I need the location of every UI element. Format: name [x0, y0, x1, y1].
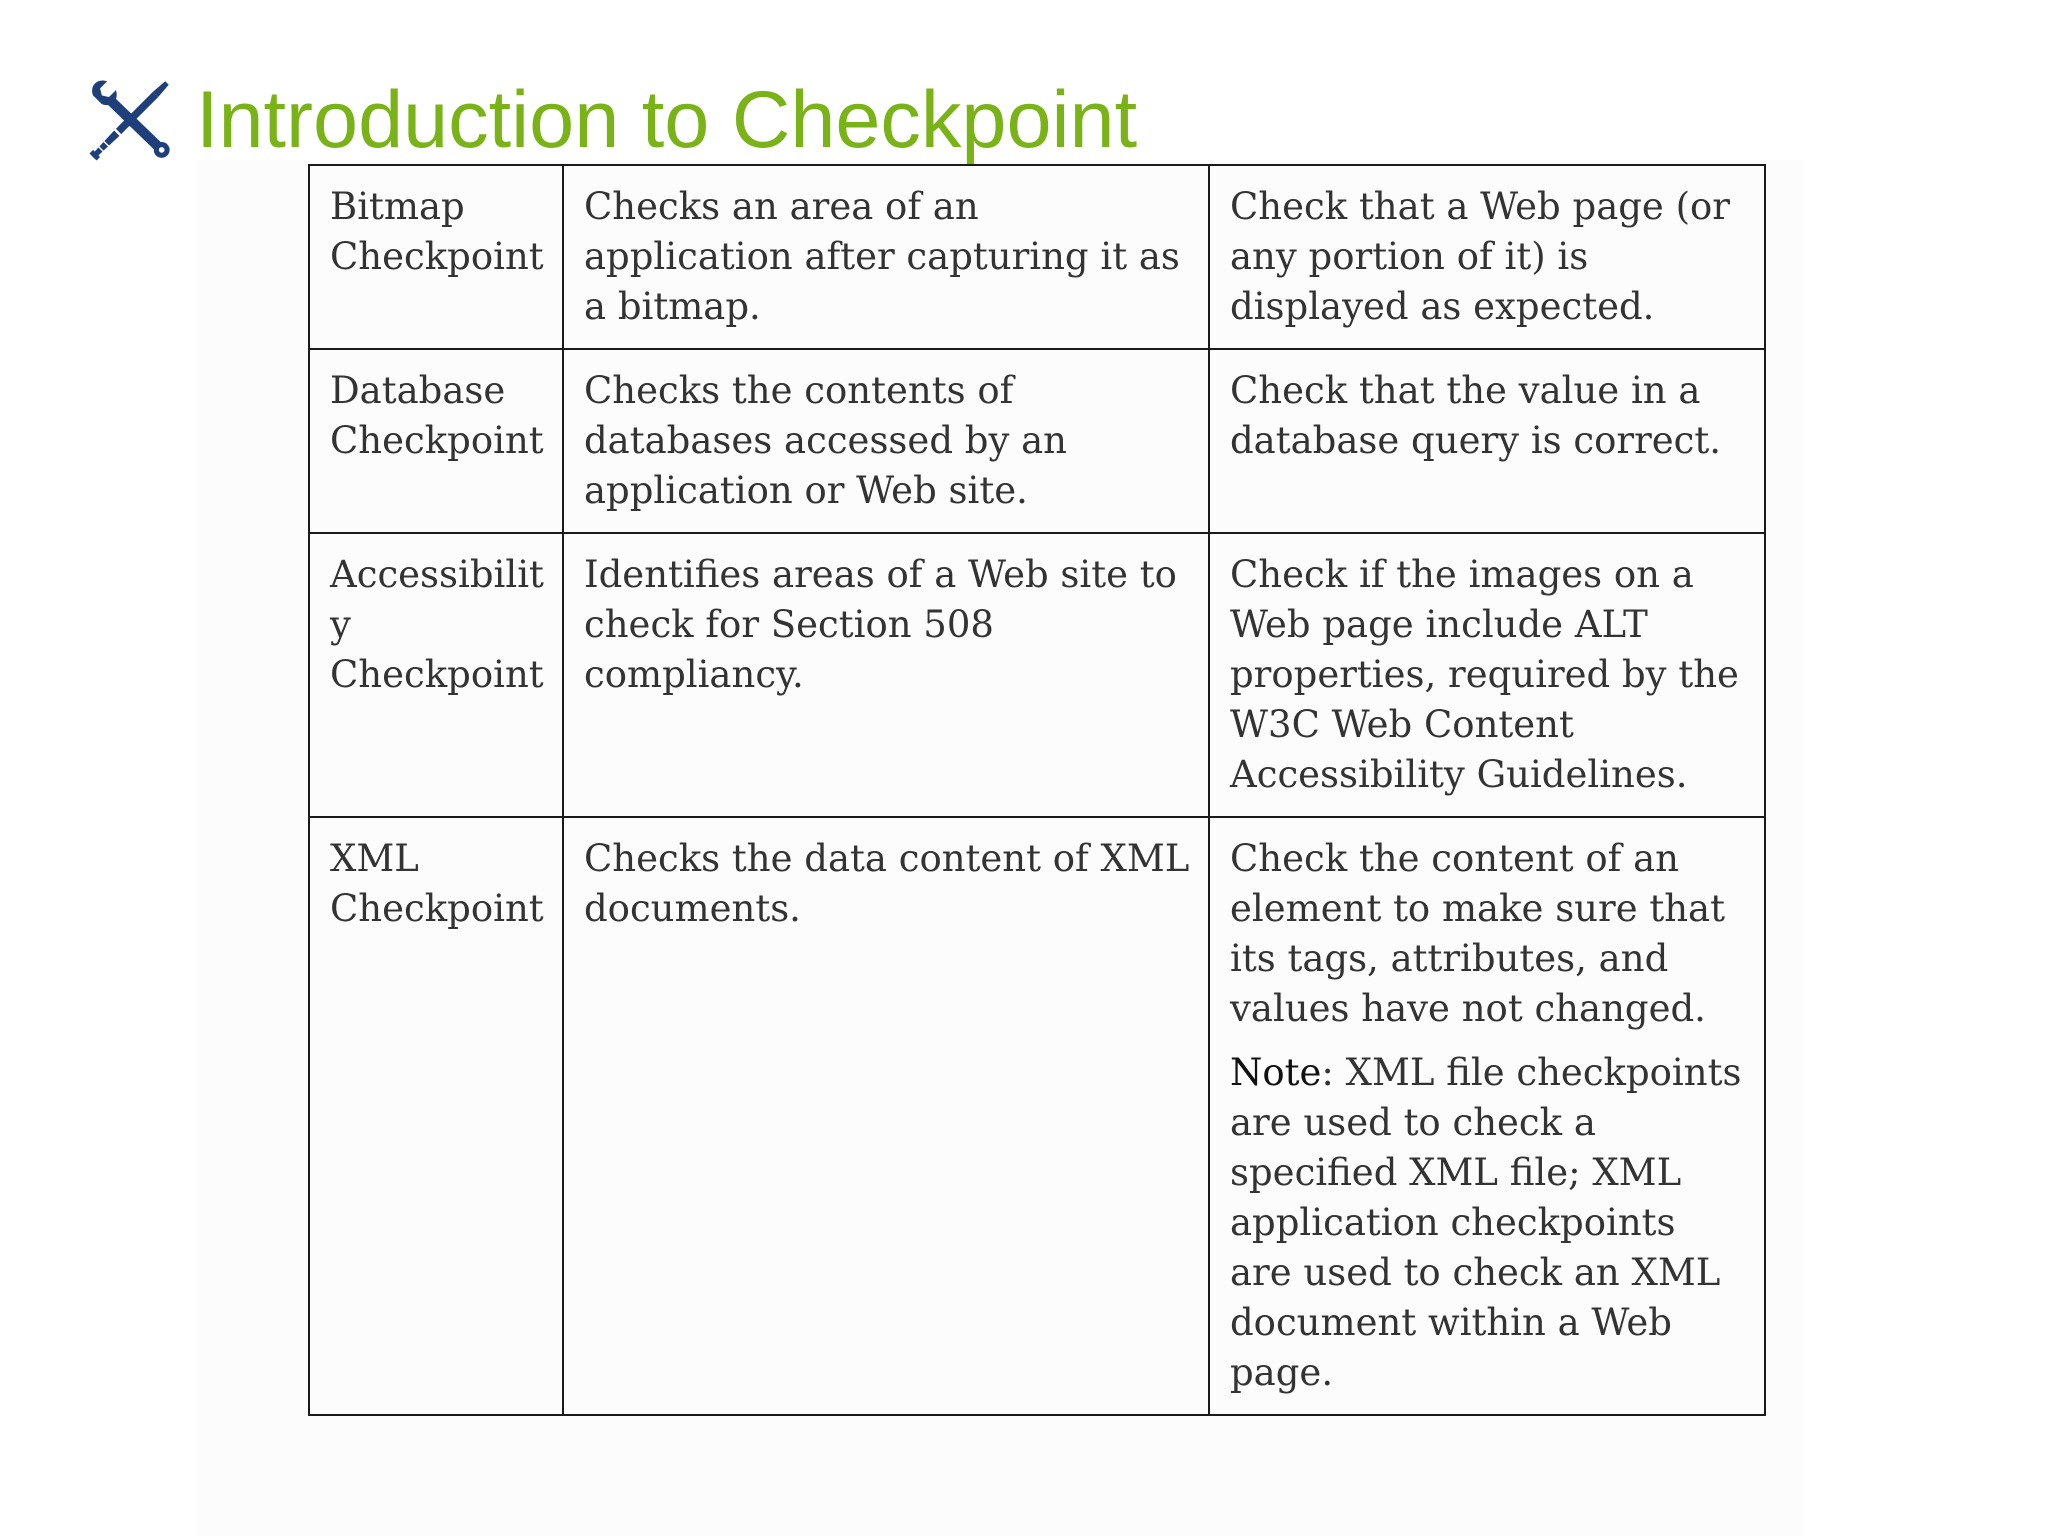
checkpoint-name: XML Checkpoint	[330, 837, 544, 930]
checkpoint-example-cell	[1209, 165, 1765, 349]
checkpoint-description: Identifies areas of a Web site to check for Section 508 compliancy.	[584, 553, 1177, 696]
tools-icon	[86, 76, 174, 164]
table-row	[309, 349, 1765, 533]
checkpoint-description-cell	[563, 349, 1209, 533]
checkpoint-name-cell	[309, 165, 563, 349]
checkpoint-table-container	[308, 164, 1764, 1416]
checkpoint-description-cell	[563, 165, 1209, 349]
checkpoint-example-cell	[1209, 817, 1765, 1415]
checkpoint-name: Bitmap Checkpoint	[330, 185, 544, 278]
checkpoint-example: Check that the value in a database query is correct.	[1230, 369, 1722, 462]
checkpoint-example-cell	[1209, 349, 1765, 533]
checkpoint-name-cell	[309, 817, 563, 1415]
table-row	[309, 817, 1765, 1415]
checkpoint-description-cell	[563, 533, 1209, 817]
checkpoint-description: Checks the data content of XML documents.	[584, 837, 1190, 930]
checkpoint-description-cell	[563, 817, 1209, 1415]
checkpoint-example-cell	[1209, 533, 1765, 817]
note-text: : XML file checkpoints are used to check a specified XML file; XML application checkpoints are used to check an XML document within a Web page.	[1230, 1051, 1742, 1394]
checkpoint-description: Checks an area of an application after capturing it as a bitmap.	[584, 185, 1180, 328]
xml-note	[1230, 1048, 1746, 1398]
table-row	[309, 533, 1765, 817]
checkpoint-name-cell	[309, 349, 563, 533]
checkpoint-name: Accessibility Checkpoint	[330, 553, 544, 696]
checkpoint-example: Check that a Web page (or any portion of it) is displayed as expected.	[1230, 185, 1730, 328]
checkpoint-example: Check if the images on a Web page include ALT properties, required by the W3C Web Content Accessibility Guidelines.	[1230, 553, 1739, 796]
checkpoint-example: Check the content of an element to make sure that its tags, attributes, and values have not changed.	[1230, 837, 1725, 1030]
slide-title: Introduction to Checkpoint	[196, 74, 1138, 165]
checkpoint-name-cell	[309, 533, 563, 817]
title-row	[86, 70, 1137, 170]
checkpoint-name: Database Checkpoint	[330, 369, 544, 462]
note-label: Note	[1230, 1051, 1322, 1094]
checkpoint-description: Checks the contents of databases accessed by an application or Web site.	[584, 369, 1068, 512]
table-row	[309, 165, 1765, 349]
checkpoint-table	[308, 164, 1766, 1416]
